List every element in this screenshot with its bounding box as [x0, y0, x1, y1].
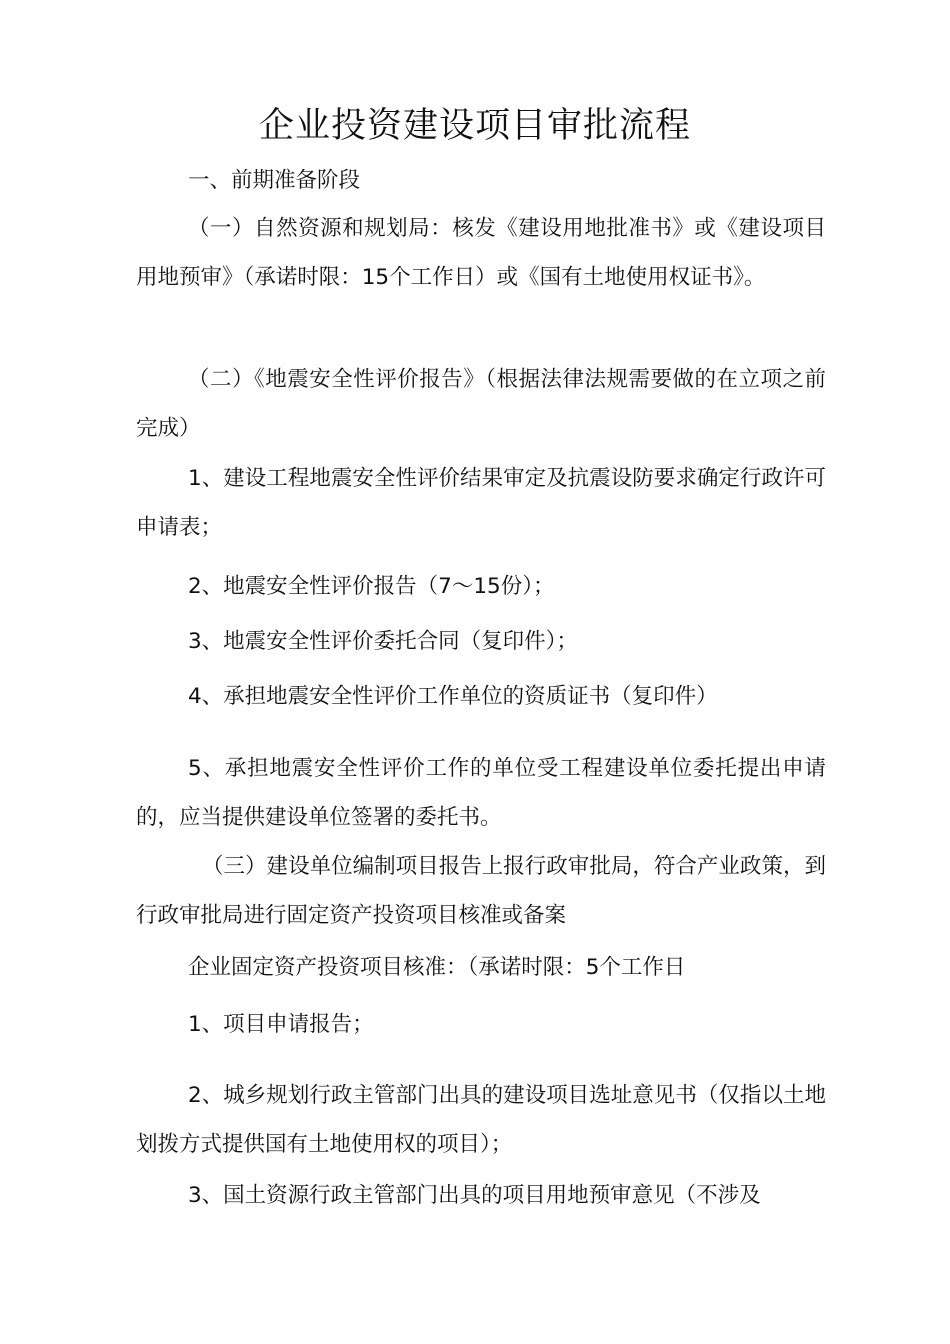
- paragraph-project-report: （三）建设单位编制项目报告上报行政审批局，符合产业政策，到行政审批局进行固定资产投资项目核准或备案: [136, 854, 826, 928]
- paragraph-investment-approval: 企业固定资产投资项目核准：（承诺时限：5个工作日: [188, 955, 686, 980]
- list-item-1-application-form: 1、建设工程地震安全性评价结果审定及抗震设防要求确定行政许可申请表；: [136, 466, 826, 540]
- list-item-2-evaluation-report: 2、地震安全性评价报告（7～15份）；: [188, 574, 555, 599]
- list-item-1-project-application: 1、项目申请报告；: [188, 1012, 374, 1037]
- paragraph-seismic-report: （二）《地震安全性评价报告》（根据法律法规需要做的在立项之前完成）: [136, 367, 826, 441]
- section-heading-preparation: 一、前期准备阶段: [188, 168, 361, 193]
- list-item-4-qualification: 4、承担地震安全性评价工作单位的资质证书（复印件）: [188, 684, 718, 709]
- list-item-5-entrustment: 5、承担地震安全性评价工作的单位受工程建设单位委托提出申请的，应当提供建设单位签署的委托书。: [136, 756, 826, 830]
- document-title: 企业投资建设项目审批流程: [258, 106, 691, 146]
- list-item-3-contract: 3、地震安全性评价委托合同（复印件）；: [188, 629, 578, 654]
- list-item-2-site-selection: 2、城乡规划行政主管部门出具的建设项目选址意见书（仅指以土地划拨方式提供国有土地使用权的项目）；: [136, 1083, 826, 1157]
- paragraph-land-approval: （一）自然资源和规划局：核发《建设用地批准书》或《建设项目用地预审》（承诺时限：15个工作日）或《国有土地使用权证书》。: [136, 216, 826, 290]
- list-item-3-land-preexamination: 3、国土资源行政主管部门出具的项目用地预审意见（不涉及: [188, 1183, 761, 1208]
